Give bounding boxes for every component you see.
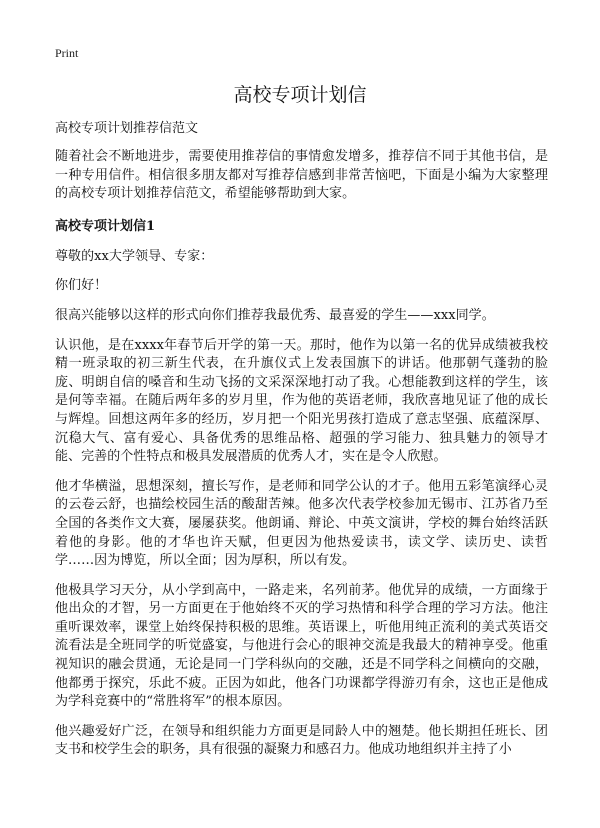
letter-paragraph: 很高兴能够以这样的形式向你们推荐我最优秀、最喜爱的学生——xxx同学。 <box>55 307 495 323</box>
intro-paragraph: 随着社会不断地进步，需要使用推荐信的事情愈发增多，推荐信不同于其他书信，是一种专用信件。相信很多朋友都对写推荐信感到非常苦恼吧，下面是小编为大家整理的高校专项计划推荐信范文，希望能够帮助到大家。 <box>55 149 548 202</box>
document-title: 高校专项计划信 <box>233 84 367 106</box>
letter-salutation: 尊敬的xx大学领导、专家： <box>55 248 214 264</box>
letter-paragraph: 认识他，是在xxxx年春节后开学的第一天。那时，他作为以第一名的优异成绩被我校精一班录取的初三新生代表，在升旗仪式上发表国旗下的讲话。他那朝气蓬勃的脸庞、明朗自信的嗓音和生动飞扬的文采深深地打动了我。心想能教到这样的学生，该是何等幸福。在随后两年多的岁月里，作为他的英语老师，我欣喜地见证了他的成长与辉煌。回想这两年多的经历，岁月把一个阳光男孩打造成了意志坚强、底蕴深厚、沉稳大气、富有爱心、具备优秀的思维品格、超强的学习能力、独具魅力的领导才能、完善的个性特点和极具发展潜质的优秀人才，实在是令人欣慰。 <box>55 337 548 465</box>
print-link[interactable]: Print <box>55 46 79 60</box>
document-subtitle: 高校专项计划推荐信范文 <box>55 121 199 136</box>
letter-greeting: 你们好！ <box>55 278 108 294</box>
letter-paragraph: 他极具学习天分，从小学到高中，一路走来，名列前茅。他优异的成绩，一方面缘于他出众的才智，另一方面更在于他始终不灭的学习热情和科学合理的学习方法。他注重听课效率，课堂上始终保持积极的思维。英语课上，听他用纯正流利的美式英语交流看法是全班同学的听觉盛宴，与他进行会心的眼神交流是我最大的精神享受。他重视知识的融会贯通，无论是同一门学科纵向的交融，还是不同学科之间横向的交融，他都勇于探究，乐此不疲。正因为如此，他各门功课都学得游刃有余，这也正是他成为学科竞赛中的“常胜将军”的根本原因。 <box>55 582 548 710</box>
section-heading: 高校专项计划信1 <box>55 218 156 234</box>
letter-paragraph: 他才华横溢，思想深刻，擅长写作，是老师和同学公认的才子。他用五彩笔演绎心灵的云卷云舒，也描绘校园生活的酸甜苦辣。他多次代表学校参加无锡市、江苏省乃至全国的各类作文大赛，屡屡获奖。他朗诵、辩论、中英文演讲，学校的舞台始终活跃着他的身影。他的才华也许天赋，但更因为他热爱读书，读文学、读历史、读哲学……因为博览，所以全面；因为厚积，所以有发。 <box>55 478 548 569</box>
letter-paragraph: 他兴趣爱好广泛，在领导和组织能力方面更是同龄人中的翘楚。他长期担任班长、团支书和校学生会的职务，具有很强的凝聚力和感召力。他成功地组织并主持了小 <box>55 723 548 758</box>
document-body <box>55 120 548 771</box>
